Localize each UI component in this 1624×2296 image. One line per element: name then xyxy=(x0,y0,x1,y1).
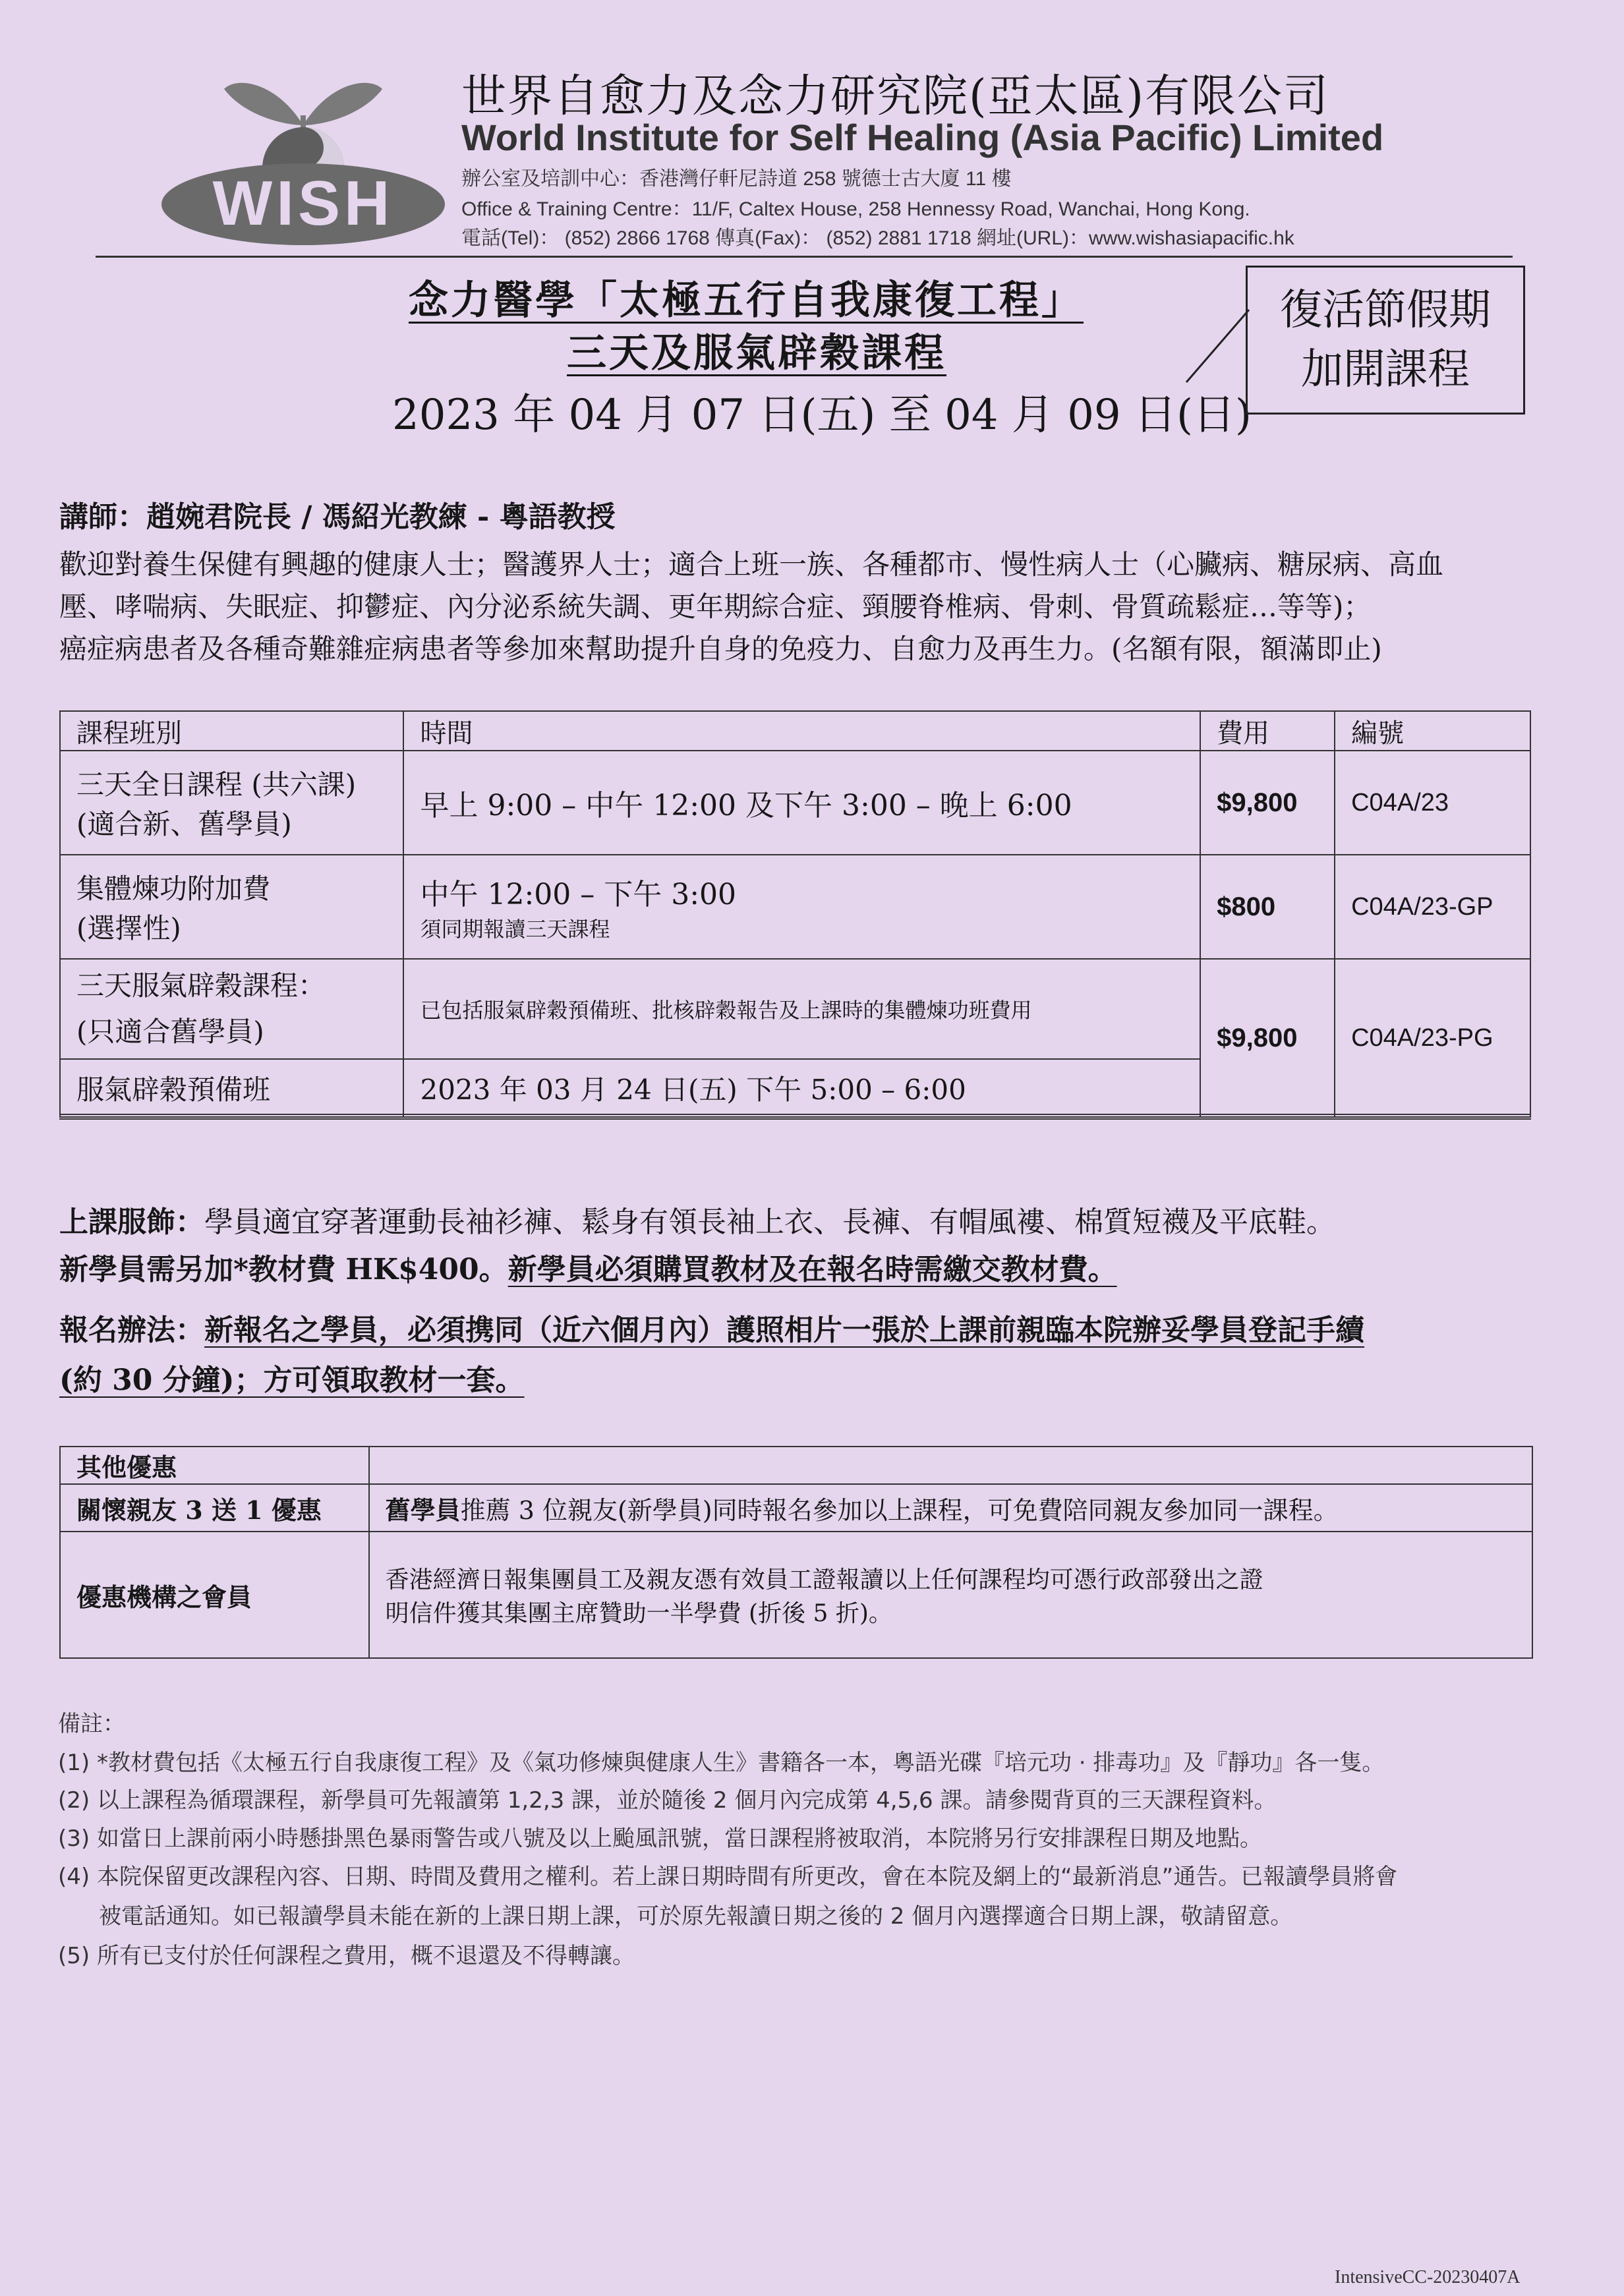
course-code: C04A/23-PG xyxy=(1335,959,1530,1117)
table-row xyxy=(60,959,1530,1059)
offer-label: 關懷親友 3 送 1 優惠 xyxy=(60,1484,369,1532)
table-row xyxy=(60,1484,1532,1532)
attire-text: 學員適宜穿著運動長袖衫褲、鬆身有領長袖上衣、長褲、有帽風褸、棉質短襪及平底鞋。 xyxy=(204,1205,1335,1239)
course-time: 2023 年 03 月 24 日(五) 下午 5:00 – 6:00 xyxy=(403,1059,1200,1117)
registration-line-1 xyxy=(59,1306,1364,1348)
col-header-time: 時間 xyxy=(403,711,1200,751)
company-name-en: World Institute for Self Healing (Asia Pacific) Limited xyxy=(461,117,1384,158)
course-name: 三天服氣辟穀課程： xyxy=(76,969,326,1002)
intro-line-1: 歡迎對養生保健有興趣的健康人士；醫護界人士；適合上班一族、各種都市、慢性病人士（心臟病、糖尿病、高血 xyxy=(59,548,1444,581)
course-title: 念力醫學「太極五行自我康復工程」 xyxy=(409,277,1084,324)
course-time-note: 須同期報讀三天課程 xyxy=(420,917,610,942)
registration-label: 報名辦法： xyxy=(59,1313,204,1347)
course-code: C04A/23 xyxy=(1335,751,1530,855)
contact-info: 電話(Tel)： (852) 2866 1768 傳真(Fax)： (852) 2881 1718 網址(URL)：www.wishasiapacific.hk xyxy=(461,227,1294,249)
easter-holiday-badge xyxy=(1246,266,1525,415)
instructor-line: 講師：趙婉君院長 / 馮紹光教練 - 粵語教授 xyxy=(59,500,616,534)
badge-line-1: 復活節假期 xyxy=(1280,286,1491,335)
document-code: IntensiveCC-20230407A xyxy=(1335,2267,1521,2287)
callout-pointer xyxy=(1180,303,1252,389)
note-5: (5) 所有已支付於任何課程之費用，概不退還及不得轉讓。 xyxy=(58,1943,635,1969)
offers-header-blank xyxy=(369,1447,1532,1484)
wish-logo xyxy=(152,69,455,254)
materials-requirement: 新學員必須購買教材及在報名時需繳交教材費。 xyxy=(508,1253,1117,1286)
course-table xyxy=(59,710,1531,1118)
course-name: 三天全日課程 (共六課) xyxy=(76,768,357,801)
address-en: Office & Training Centre：11/F, Caltex House, 258 Hennessy Road, Wanchai, Hong Kong. xyxy=(461,198,1250,220)
materials-line xyxy=(59,1246,1117,1288)
course-name: 集體煉功附加費 xyxy=(76,873,271,905)
note-2: (2) 以上課程為循環課程，新學員可先報讀第 1,2,3 課，並於隨後 2 個月內完成第 4,5,6 課。請參閱背頁的三天課程資料。 xyxy=(58,1787,1277,1814)
intro-line-2: 壓、哮喘病、失眠症、抑鬱症、內分泌系統失調、更年期綜合症、頸腰脊椎病、骨刺、骨質疏鬆症…等等)； xyxy=(59,590,1372,623)
course-fee: $9,800 xyxy=(1200,751,1335,855)
registration-text-cont: (約 30 分鐘)；方可領取教材一套。 xyxy=(59,1363,525,1397)
note-4-cont: 被電話通知。如已報讀學員未能在新的上課日期上課，可於原先報讀日期之後的 2 個月內選擇適合日期上課，敬請留意。 xyxy=(99,1903,1293,1930)
col-header-code: 編號 xyxy=(1335,711,1530,751)
offer-bold-term: 舊學員 xyxy=(385,1495,461,1525)
course-fee: $9,800 xyxy=(1200,959,1335,1117)
offers-table xyxy=(59,1446,1533,1659)
intro-line-3: 癌症病患者及各種奇難雜症病患者等參加來幫助提升自身的免疫力、自愈力及再生力。(名額有限，額滿即止) xyxy=(59,633,1382,665)
course-date: 2023 年 04 月 07 日(五) 至 04 月 09 日(日) xyxy=(392,391,1252,440)
col-header-fee: 費用 xyxy=(1200,711,1335,751)
course-fee: $800 xyxy=(1200,855,1335,959)
table-double-rule xyxy=(59,1114,1531,1120)
course-name-cell xyxy=(60,751,403,855)
registration-text: 新報名之學員，必須携同（近六個月內）護照相片一張於上課前親臨本院辦妥學員登記手續 xyxy=(204,1313,1364,1347)
company-name-cn: 世界自愈力及念力研究院(亞太區)有限公司 xyxy=(461,71,1330,123)
offer-text: 推薦 3 位親友(新學員)同時報名參加以上課程，可免費陪同親友參加同一課程。 xyxy=(460,1495,1339,1525)
offer-detail xyxy=(369,1484,1532,1532)
attire-line xyxy=(59,1198,1335,1240)
offer-label: 優惠機構之會員 xyxy=(60,1532,369,1658)
attire-label: 上課服飾： xyxy=(59,1205,204,1239)
course-eligibility: (只適合舊學員) xyxy=(76,1016,264,1048)
course-time: 早上 9:00 – 中午 12:00 及下午 3:00 – 晚上 6:00 xyxy=(403,751,1200,855)
note-1: (1) *教材費包括《太極五行自我康復工程》及《氣功修煉與健康人生》書籍各一本，粵語光碟『培元功 · 排毒功』及『靜功』各一隻。 xyxy=(58,1750,1385,1776)
offer-detail xyxy=(369,1532,1532,1658)
notes-title: 備註： xyxy=(58,1711,125,1737)
course-time: 已包括服氣辟穀預備班、批核辟穀報告及上課時的集體煉功班費用 xyxy=(403,959,1200,1059)
registration-line-2 xyxy=(59,1356,525,1398)
logo-wordmark: WISH xyxy=(212,168,394,239)
course-time-cell xyxy=(403,855,1200,959)
course-eligibility: (適合新、舊學員) xyxy=(76,808,292,840)
course-time: 中午 12:00 – 下午 3:00 xyxy=(420,878,737,911)
badge-line-2: 加開課程 xyxy=(1301,345,1470,394)
offer-text-1: 香港經濟日報集團員工及親友憑有效員工證報讀以上任何課程均可憑行政部發出之證 xyxy=(385,1566,1263,1593)
table-row xyxy=(60,751,1530,855)
course-subtitle: 三天及服氣辟穀課程 xyxy=(567,330,946,376)
course-name: 服氣辟穀預備班 xyxy=(60,1059,403,1117)
course-name-cell xyxy=(60,959,403,1059)
note-3: (3) 如當日上課前兩小時懸掛黑色暴雨警告或八號及以上颱風訊號，當日課程將被取消，本院將另行安排課程日期及地點。 xyxy=(58,1825,1262,1852)
table-row xyxy=(60,855,1530,959)
materials-fee: 新學員需另加*教材費 HK$400。 xyxy=(59,1253,508,1286)
note-4: (4) 本院保留更改課程內容、日期、時間及費用之權利。若上課日期時間有所更改，會在本院及網上的“最新消息”通告。已報讀學員將會 xyxy=(58,1864,1398,1890)
course-eligibility: (選擇性) xyxy=(76,912,181,944)
offers-header-row xyxy=(60,1447,1532,1484)
table-header-row xyxy=(60,711,1530,751)
address-cn: 辦公室及培訓中心：香港灣仔軒尼詩道 258 號德士古大廈 11 樓 xyxy=(461,168,1012,190)
col-header-class: 課程班別 xyxy=(60,711,403,751)
course-name-cell xyxy=(60,855,403,959)
table-row xyxy=(60,1532,1532,1658)
course-code: C04A/23-GP xyxy=(1335,855,1530,959)
header-divider xyxy=(96,256,1513,258)
offers-header: 其他優惠 xyxy=(60,1447,369,1484)
offer-text-2: 明信件獲其集團主席贊助一半學費 (折後 5 折)。 xyxy=(385,1600,892,1627)
